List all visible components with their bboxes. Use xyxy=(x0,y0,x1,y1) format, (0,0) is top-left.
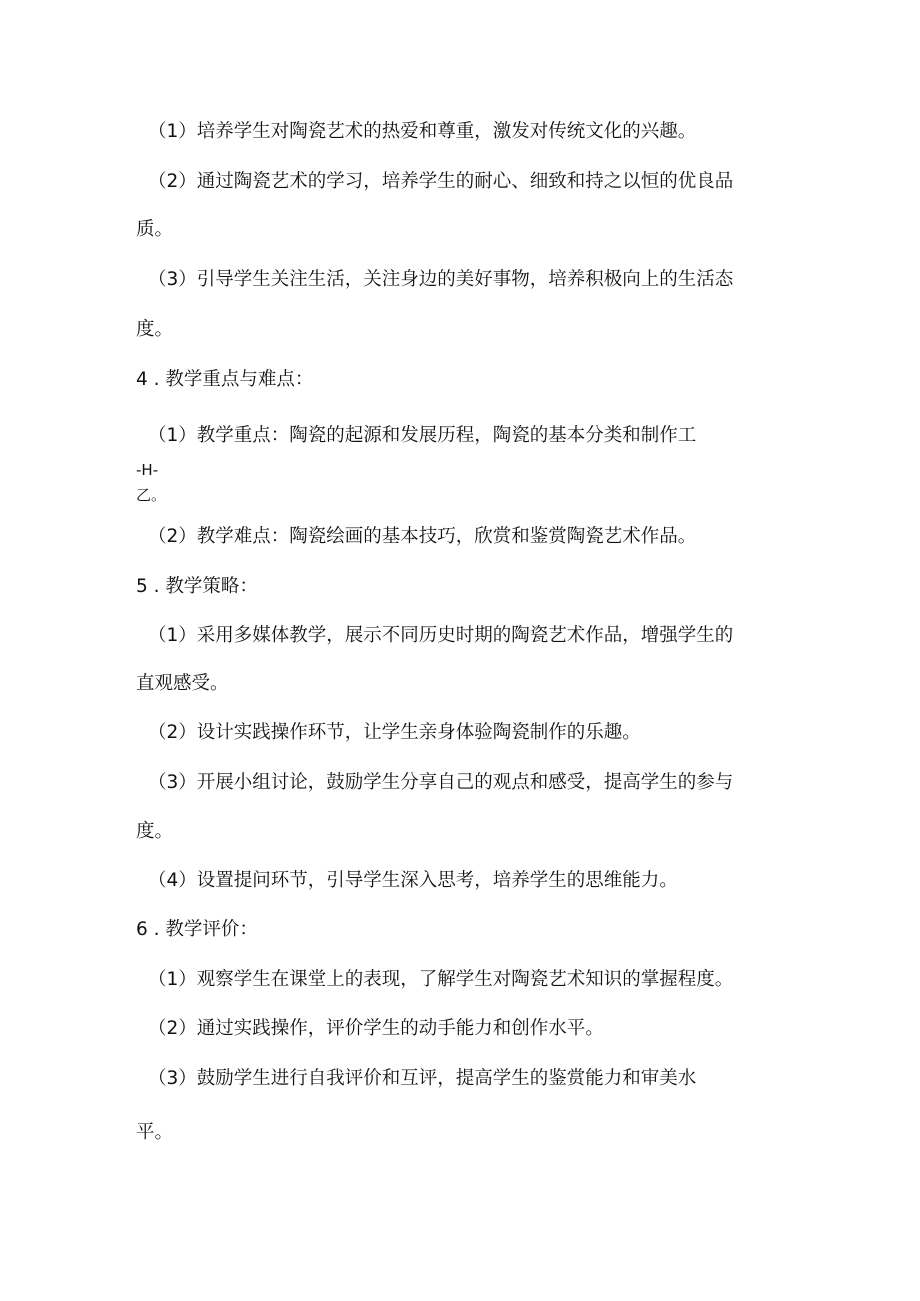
text-line: 乙。 xyxy=(136,486,167,504)
text-line: （1）培养学生对陶瓷艺术的热爱和尊重，激发对传统文化的兴趣。 xyxy=(148,121,697,142)
text-line: （2）通过陶瓷艺术的学习，培养学生的耐心、细致和持之以恒的优良品 xyxy=(148,171,734,192)
text-line: （1）采用多媒体教学，展示不同历史时期的陶瓷艺术作品，增强学生的 xyxy=(148,625,734,646)
text-line: 平。 xyxy=(136,1122,174,1143)
text-line: 度。 xyxy=(136,319,174,340)
text-line: -H- xyxy=(136,461,159,479)
text-line: 度。 xyxy=(136,821,174,842)
text-line: （2）设计实践操作环节，让学生亲身体验陶瓷制作的乐趣。 xyxy=(148,722,641,743)
text-line: （4）设置提问环节，引导学生深入思考，培养学生的思维能力。 xyxy=(148,870,678,891)
text-line: 直观感受。 xyxy=(136,673,229,694)
text-line: （1）教学重点：陶瓷的起源和发展历程，陶瓷的基本分类和制作工 xyxy=(148,425,697,446)
text-line: （1）观察学生在课堂上的表现，了解学生对陶瓷艺术知识的掌握程度。 xyxy=(148,969,734,990)
text-line: （2）通过实践操作，评价学生的动手能力和创作水平。 xyxy=(148,1018,604,1039)
section-heading: 6 . 教学评价： xyxy=(136,919,258,940)
text-line: （3）引导学生关注生活，关注身边的美好事物，培养积极向上的生活态 xyxy=(148,269,734,290)
text-line: （2）教学难点：陶瓷绘画的基本技巧，欣赏和鉴赏陶瓷艺术作品。 xyxy=(148,526,697,547)
section-heading: 4 . 教学重点与难点： xyxy=(136,369,314,390)
text-line: （3）鼓励学生进行自我评价和互评，提高学生的鉴赏能力和审美水 xyxy=(148,1068,697,1089)
section-heading: 5 . 教学策略： xyxy=(136,576,258,597)
text-line: （3）开展小组讨论，鼓励学生分享自己的观点和感受，提高学生的参与 xyxy=(148,772,734,793)
text-line: 质。 xyxy=(136,219,174,240)
